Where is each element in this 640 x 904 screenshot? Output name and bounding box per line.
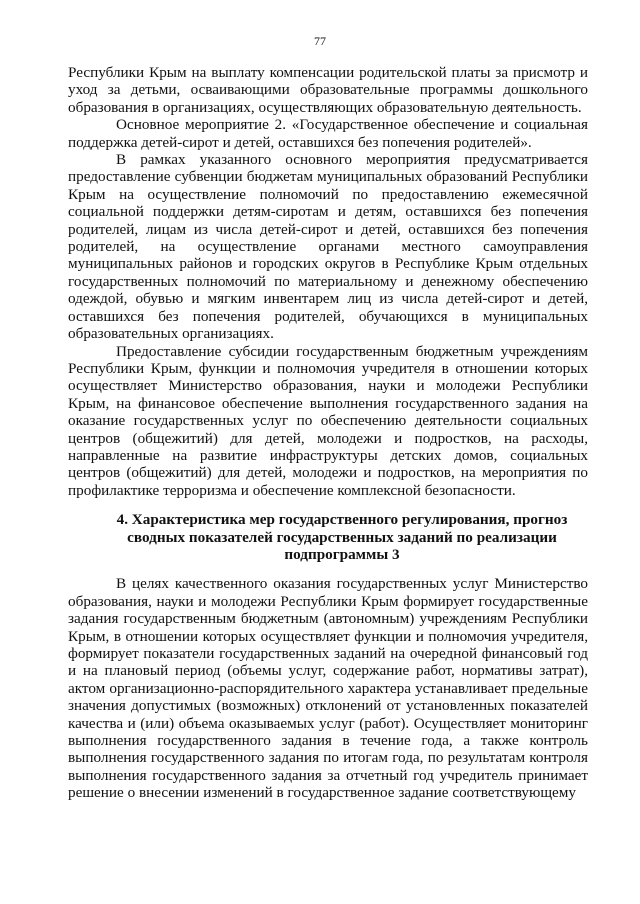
- paragraph-state-assignments: В целях качественного оказания государственных услуг Министерство образования, науки и молодежи Республики Крым формирует государственные задания государственным бюджетным (автономным) учреждениям Республики Крым, в отношении которых осуществляет функции и полномочия учредителя, формирует показатели государственных заданий на очередной финансовый год и на плановый период (объемы услуг, содержание работ, нормативы затрат), актом организационно-распорядительного характера устанавливает предельные значения допустимых (возможных) отклонений от установленных показателей качества и (или) объема оказываемых услуг (работ). Осуществляет мониторинг выполнения государственного задания в течение года, а также контроль выполнения государственного задания по итогам года, по результатам контроля выполнения государственного задания за отчетный год учредитель принимает решение о внесении изменений в государственное задание соответствующему: [68, 575, 588, 802]
- paragraph-subvention: В рамках указанного основного мероприятия предусматривается предоставление субвенции бюджетам муниципальных образований Республики Крым на осуществление полномочий по предоставлению ежемесячной социальной поддержки детям-сиротам и детям, оставшихся без попечения родителей, лицам из числа детей-сирот и детей, оставшихся без попечения родителей, на осуществление органами местного самоуправления муниципальных районов и городских округов в Республике Крым отдельных государственных полномочий по материальному и денежному обеспечению одеждой, обувью и мягким инвентарем лиц из числа детей-сирот и детей, оставшихся без попечения родителей, обучающихся в муниципальных образовательных организациях.: [68, 151, 588, 343]
- section-heading: 4. Характеристика мер государственного регулирования, прогноз сводных показателей государственных заданий по реализации подпрограммы 3: [116, 511, 568, 563]
- paragraph-continuation: Республики Крым на выплату компенсации родительской платы за присмотр и уход за детьми, осваивающими образовательные программы дошкольного образования в организациях, осуществляющих образовательную деятельность.: [68, 64, 588, 116]
- page-number: 77: [314, 34, 326, 48]
- document-body: [68, 64, 588, 802]
- paragraph-main-activity-2: Основное мероприятие 2. «Государственное обеспечение и социальная поддержка детей-сирот и детей, оставшихся без попечения родителей».: [68, 116, 588, 151]
- paragraph-subsidy: Предоставление субсидии государственным бюджетным учреждениям Республики Крым, функции и полномочия учредителя в отношении которых осуществляет Министерство образования, науки и молодежи Республики Крым, на финансовое обеспечение выполнения государственного задания на оказание государственных услуг по обеспечению деятельности социальных центров (общежитий) для детей, молодежи и подростков, на расходы, направленные на развитие инфраструктуры детских домов, социальных центров (общежитий) для детей, молодежи и подростков, на мероприятия по профилактике терроризма и обеспечение комплексной безопасности.: [68, 342, 588, 499]
